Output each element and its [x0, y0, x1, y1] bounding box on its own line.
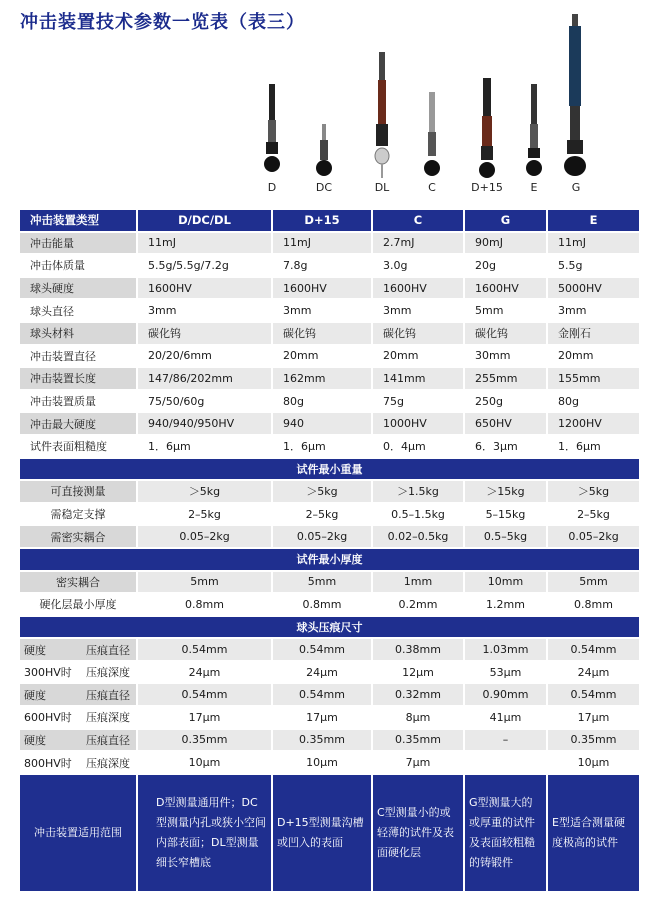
- cell-value: 1.03mm: [464, 638, 547, 661]
- table-row: [20, 661, 640, 684]
- cell-value: 11mJ: [272, 232, 372, 255]
- cell-value: 24μm: [272, 661, 372, 684]
- cell-value: 0．4μm: [372, 435, 464, 458]
- cell-value: 1.2mm: [464, 593, 547, 616]
- cell-value: 940: [272, 412, 372, 435]
- cell-value: 155mm: [547, 367, 640, 390]
- scope-label: 冲击装置适用范围: [20, 774, 137, 892]
- cell-value: 5mm: [547, 571, 640, 594]
- row-label: [20, 661, 137, 684]
- cell-value: 6．3μm: [464, 435, 547, 458]
- cell-value: ＞15kg: [464, 480, 547, 503]
- hardness-probe-e-icon: [524, 84, 544, 182]
- cell-value: 41μm: [464, 706, 547, 729]
- cell-value: 17μm: [137, 706, 272, 729]
- cell-value: 碳化钨: [137, 322, 272, 345]
- cell-value: 20mm: [272, 345, 372, 368]
- header-label: 冲击装置类型: [20, 210, 137, 232]
- row-label: [20, 706, 137, 729]
- cell-value: 75g: [372, 390, 464, 413]
- cell-value: 10μm: [137, 751, 272, 774]
- table-row: [20, 480, 640, 503]
- cell-value: 碳化钨: [372, 322, 464, 345]
- cell-value: 940/940/950HV: [137, 412, 272, 435]
- cell-value: 0.35mm: [372, 729, 464, 752]
- cell-value: 2–5kg: [137, 503, 272, 526]
- cell-value: 5–15kg: [464, 503, 547, 526]
- cell-value: 碳化钨: [272, 322, 372, 345]
- hardness-condition: 硬度: [24, 643, 46, 657]
- header-col: G: [464, 210, 547, 232]
- row-label: [20, 638, 137, 661]
- cell-value: 141mm: [372, 367, 464, 390]
- hardness-condition: 300HV时: [24, 666, 72, 680]
- cell-value: 30mm: [464, 345, 547, 368]
- cell-value: 8μm: [372, 706, 464, 729]
- hardness-condition: 硬度: [24, 733, 46, 747]
- row-label: [20, 683, 137, 706]
- cell-value: 3mm: [137, 299, 272, 322]
- cell-value: 0.38mm: [372, 638, 464, 661]
- cell-value: 0.90mm: [464, 683, 547, 706]
- header-col: D/DC/DL: [137, 210, 272, 232]
- table-row: [20, 254, 640, 277]
- cell-value: 碳化钨: [464, 322, 547, 345]
- cell-value: 0.54mm: [272, 683, 372, 706]
- cell-value: 7μm: [372, 751, 464, 774]
- table-row: [20, 593, 640, 616]
- cell-value: 0.54mm: [272, 638, 372, 661]
- cell-value: 162mm: [272, 367, 372, 390]
- cell-value: 3mm: [547, 299, 640, 322]
- cell-value: 1600HV: [464, 277, 547, 300]
- cell-value: 0.05–2kg: [137, 525, 272, 548]
- cell-value: 0.54mm: [137, 638, 272, 661]
- row-label: 冲击装置质量: [20, 390, 137, 413]
- table-row: [20, 435, 640, 458]
- cell-value: 1．6μm: [137, 435, 272, 458]
- cell-value: 75/50/60g: [137, 390, 272, 413]
- cell-value: ＞5kg: [547, 480, 640, 503]
- cell-value: 0.35mm: [137, 729, 272, 752]
- cell-value: 1600HV: [272, 277, 372, 300]
- cell-value: 1mm: [372, 571, 464, 594]
- table-row: [20, 729, 640, 752]
- cell-value: 0.32mm: [372, 683, 464, 706]
- section-header-thickness: 试件最小厚度: [20, 548, 640, 571]
- cell-value: 2–5kg: [272, 503, 372, 526]
- hardness-probe-dc-icon: [314, 124, 334, 184]
- row-label: [20, 751, 137, 774]
- table-row: [20, 683, 640, 706]
- cell-value: –: [464, 729, 547, 752]
- cell-value: 5mm: [272, 571, 372, 594]
- cell-value: 147/86/202mm: [137, 367, 272, 390]
- hardness-probe-dl-icon: [371, 52, 393, 182]
- hardness-probe-d-icon: [262, 82, 282, 182]
- cell-value: ＞1.5kg: [372, 480, 464, 503]
- table-row: [20, 751, 640, 774]
- cell-value: 5mm: [464, 299, 547, 322]
- table-row: [20, 277, 640, 300]
- row-label: 可直接测量: [20, 480, 137, 503]
- device-label-c: C: [428, 181, 436, 194]
- cell-value: 17μm: [272, 706, 372, 729]
- table-header: [20, 210, 640, 232]
- cell-value: 0.8mm: [547, 593, 640, 616]
- hardness-condition: 硬度: [24, 688, 46, 702]
- device-label-g: G: [571, 181, 581, 194]
- table-row: [20, 412, 640, 435]
- table-row: [20, 345, 640, 368]
- device-label-e: E: [530, 181, 538, 194]
- indent-metric: 压痕直径: [86, 688, 130, 702]
- cell-value: 0.8mm: [137, 593, 272, 616]
- row-label: 需稳定支撑: [20, 503, 137, 526]
- page-title: 冲击装置技术参数一览表（表三）: [20, 12, 305, 33]
- cell-value: 10μm: [272, 751, 372, 774]
- device-label-d15: D+15: [471, 181, 503, 194]
- row-label: 冲击装置直径: [20, 345, 137, 368]
- indent-metric: 压痕直径: [86, 733, 130, 747]
- cell-value: 0.2mm: [372, 593, 464, 616]
- cell-value: 1200HV: [547, 412, 640, 435]
- cell-value: 24μm: [547, 661, 640, 684]
- hardness-condition: 600HV时: [24, 711, 72, 725]
- cell-value: 0.54mm: [547, 638, 640, 661]
- cell-value: 金刚石: [547, 322, 640, 345]
- hardness-probe-d15-icon: [476, 78, 498, 182]
- cell-value: 0.35mm: [272, 729, 372, 752]
- table-row: [20, 232, 640, 255]
- scope-cell: C型测量小的或轻薄的试件及表面硬化层: [372, 774, 464, 892]
- header-col: E: [547, 210, 640, 232]
- section-header-weight: 试件最小重量: [20, 458, 640, 481]
- row-label: 球头材料: [20, 322, 137, 345]
- cell-value: 1．6μm: [272, 435, 372, 458]
- cell-value: 90mJ: [464, 232, 547, 255]
- device-label-dc: DC: [315, 181, 333, 194]
- cell-value: 3mm: [372, 299, 464, 322]
- row-label: 球头硬度: [20, 277, 137, 300]
- row-label: 需密实耦合: [20, 525, 137, 548]
- cell-value: 2–5kg: [547, 503, 640, 526]
- cell-value: 1600HV: [372, 277, 464, 300]
- cell-value: 0.05–2kg: [272, 525, 372, 548]
- cell-value: 1．6μm: [547, 435, 640, 458]
- cell-value: 0.02–0.5kg: [372, 525, 464, 548]
- device-label-dl: DL: [374, 181, 390, 194]
- cell-value: 5000HV: [547, 277, 640, 300]
- table-row: [20, 706, 640, 729]
- cell-value: 5.5g: [547, 254, 640, 277]
- scope-cell: D型测量通用件；DC型测量内孔或狭小空间内部表面；DL型测量细长窄槽底: [137, 774, 272, 892]
- indent-metric: 压痕深度: [86, 756, 130, 770]
- table-row: [20, 571, 640, 594]
- row-label: [20, 729, 137, 752]
- cell-value: 20g: [464, 254, 547, 277]
- cell-value: 12μm: [372, 661, 464, 684]
- section-header-indent: 球头压痕尺寸: [20, 616, 640, 639]
- header-col: C: [372, 210, 464, 232]
- cell-value: 2.7mJ: [372, 232, 464, 255]
- cell-value: ＞5kg: [137, 480, 272, 503]
- cell-value: 0.05–2kg: [547, 525, 640, 548]
- cell-value: 3mm: [272, 299, 372, 322]
- cell-value: 10μm: [547, 751, 640, 774]
- cell-value: 0.5–1.5kg: [372, 503, 464, 526]
- cell-value: 7.8g: [272, 254, 372, 277]
- header-col: D+15: [272, 210, 372, 232]
- cell-value: 11mJ: [137, 232, 272, 255]
- hardness-probe-g-icon: [562, 14, 590, 180]
- row-label: 试件表面粗糙度: [20, 435, 137, 458]
- table-row: [20, 525, 640, 548]
- indent-metric: 压痕直径: [86, 643, 130, 657]
- table-row: [20, 299, 640, 322]
- table-row: [20, 390, 640, 413]
- cell-value: 0.54mm: [547, 683, 640, 706]
- cell-value: 80g: [547, 390, 640, 413]
- cell-value: 20/20/6mm: [137, 345, 272, 368]
- cell-value: 20mm: [372, 345, 464, 368]
- cell-value: 11mJ: [547, 232, 640, 255]
- row-label: 硬化层最小厚度: [20, 593, 137, 616]
- row-label: 球头直径: [20, 299, 137, 322]
- spec-table: [20, 210, 641, 893]
- cell-value: 0.8mm: [272, 593, 372, 616]
- cell-value: 10mm: [464, 571, 547, 594]
- row-label: 冲击体质量: [20, 254, 137, 277]
- indent-metric: 压痕深度: [86, 711, 130, 725]
- hardness-probe-c-icon: [422, 92, 442, 184]
- cell-value: 0.54mm: [137, 683, 272, 706]
- cell-value: 250g: [464, 390, 547, 413]
- row-label: 密实耦合: [20, 571, 137, 594]
- row-label: 冲击能量: [20, 232, 137, 255]
- table-row: [20, 367, 640, 390]
- application-scope-row: [20, 774, 640, 892]
- table-row: [20, 638, 640, 661]
- cell-value: 1000HV: [372, 412, 464, 435]
- cell-value: 24μm: [137, 661, 272, 684]
- scope-cell: E型适合测量硬度极高的试件: [547, 774, 640, 892]
- cell-value: 0.35mm: [547, 729, 640, 752]
- cell-value: 5mm: [137, 571, 272, 594]
- cell-value: 80g: [272, 390, 372, 413]
- cell-value: 1600HV: [137, 277, 272, 300]
- cell-value: 17μm: [547, 706, 640, 729]
- cell-value: 650HV: [464, 412, 547, 435]
- device-images: [0, 0, 663, 210]
- scope-cell: D+15型测量沟槽或凹入的表面: [272, 774, 372, 892]
- row-label: 冲击装置长度: [20, 367, 137, 390]
- cell-value: 20mm: [547, 345, 640, 368]
- table-row: [20, 503, 640, 526]
- cell-value: 3.0g: [372, 254, 464, 277]
- cell-value: ＞5kg: [272, 480, 372, 503]
- device-label-d: D: [267, 181, 277, 194]
- table-row: [20, 322, 640, 345]
- row-label: 冲击最大硬度: [20, 412, 137, 435]
- cell-value: [464, 751, 547, 774]
- scope-cell: G型测量大的或厚重的试件及表面较粗糙的铸锻件: [464, 774, 547, 892]
- indent-metric: 压痕深度: [86, 666, 130, 680]
- cell-value: 53μm: [464, 661, 547, 684]
- hardness-condition: 800HV时: [24, 756, 72, 770]
- cell-value: 5.5g/5.5g/7.2g: [137, 254, 272, 277]
- cell-value: 255mm: [464, 367, 547, 390]
- cell-value: 0.5–5kg: [464, 525, 547, 548]
